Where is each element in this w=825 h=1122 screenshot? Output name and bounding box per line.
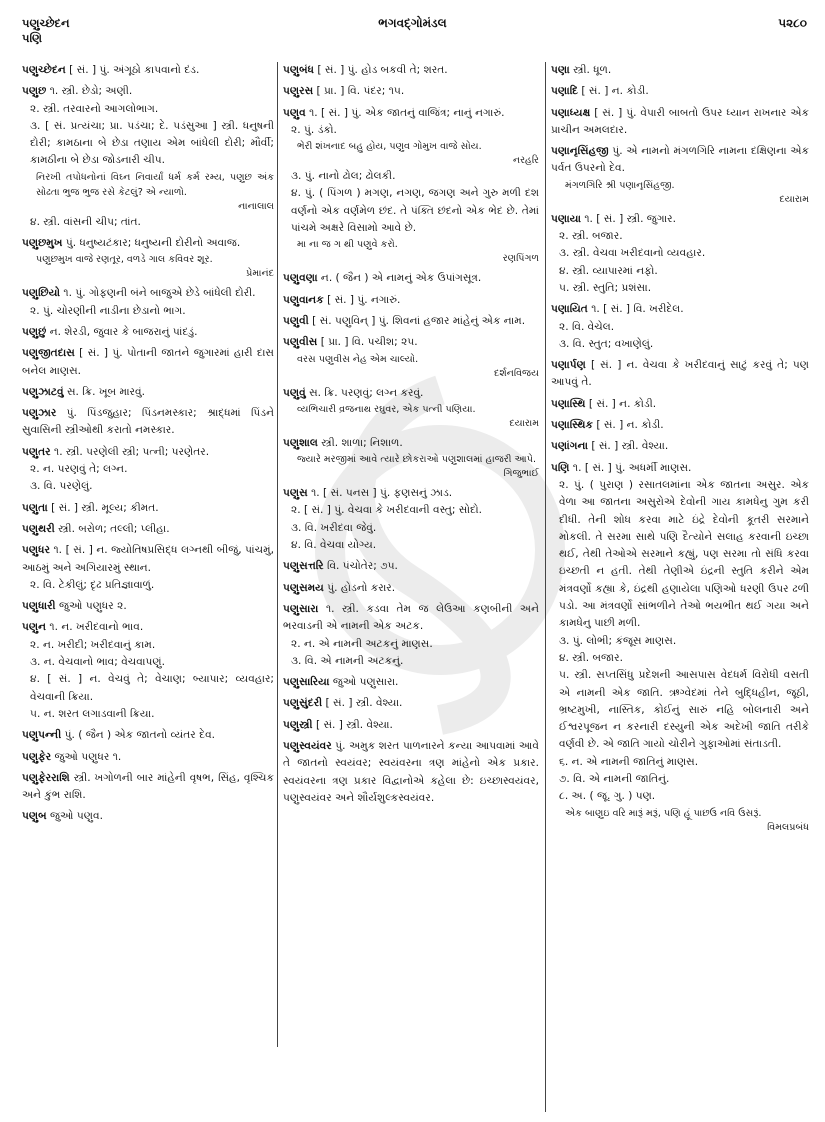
entry-definition	[551, 301, 809, 318]
headword: પણુવીસ	[283, 336, 318, 349]
headword: પણુફેર	[22, 750, 52, 763]
dictionary-entry	[283, 738, 539, 807]
headword: પણુધર	[22, 544, 50, 557]
headword: પણુબ	[22, 810, 47, 823]
headword: પણુછમુખ	[22, 237, 63, 250]
sense: ૪. [ સં. ] ન. વેચવું તે; વેચાણ; બ્યાપાર; વ્યવહાર; વેચવાની ક્રિયા.	[30, 673, 274, 703]
headword: પણુસારા	[283, 602, 319, 615]
definition-text: [ સં. ] પું. વેપારી બાબતો ઉપર ધ્યાન રાખનાર એક પ્રાચીન અમલદાર.	[551, 106, 809, 136]
sense: ૨. સ્ત્રી. તરવારનો આગલોભાગ.	[30, 102, 159, 115]
headword: પણાદિ	[551, 85, 579, 98]
dictionary-entry	[551, 105, 809, 140]
citation-quote: નિરખી તપોધનોનાં વિઘ્ન નિવાર્યાં ધર્મ કર્મ રમ્ય, પણુછ અંક સોઢતા ભુજ ભુજ રસે કેટલું? એ ન્યાળો.	[36, 171, 274, 198]
dictionary-entry	[551, 460, 809, 835]
headword: પણુસ	[283, 487, 308, 500]
entry-definition	[22, 444, 274, 461]
sense: ૨. ન. પરણવું તે; લગ્ન.	[30, 463, 128, 476]
entry-definition	[283, 695, 539, 712]
headword: પણાસ્થિક	[551, 419, 593, 432]
citation-author: રણપિંગળ	[502, 253, 539, 265]
definition-text: [ સં. ] ન. કોડી.	[596, 419, 664, 432]
entry-definition	[283, 270, 539, 287]
entry-definition	[283, 717, 539, 734]
entry-definition	[22, 62, 274, 79]
sense: ૨. ન. એ નામની અટકનું માણસ.	[291, 637, 433, 650]
headword: પણુફેરરાશિ	[22, 771, 70, 784]
headword: પણુજીતદાસ	[22, 347, 75, 360]
entry-definition	[22, 598, 274, 615]
entry-definition	[22, 727, 274, 744]
dictionary-entry	[551, 83, 809, 100]
headword: પણાયિત	[551, 303, 588, 316]
dictionary-entry	[22, 62, 274, 79]
headword: પણુરસ	[283, 85, 314, 98]
definition-text: [ સં. ] પું. નગારું.	[327, 293, 401, 306]
entry-definition	[22, 285, 274, 302]
headword: પણુસ્ત્રી	[283, 718, 313, 731]
headword: પણાસ્થિ	[551, 397, 586, 410]
headword: પણુઝાટવું	[22, 385, 64, 398]
sense: ૨. વિ. ટેકીલું; દૃઢ પ્રતિજ્ઞાવાળું.	[30, 578, 155, 591]
dictionary-entry	[22, 521, 274, 538]
headword: પણુબંધ	[283, 64, 314, 76]
entry-definition	[22, 500, 274, 517]
sense: ૨. વિ. વેચેલ.	[559, 320, 615, 333]
citation-author: નાનાલાલ	[238, 200, 274, 212]
citation-quote: જ્યારે મરજીમાં આવે ત્યારે છોકરાઓ પણુશાલમાં હાજરી આપે.	[297, 454, 537, 466]
dictionary-entry	[283, 385, 539, 431]
headword: પણુસ્વયંવર	[283, 740, 332, 753]
entry-definition	[22, 770, 274, 805]
entry-definition	[22, 405, 274, 440]
entry-definition	[551, 396, 809, 413]
definition-text: ૧. પું. ગોફણની બંને બાજુએ છેડે બાંધેલી દોરી.	[63, 287, 256, 300]
dictionary-entry	[22, 619, 274, 723]
headword: પણિ	[551, 461, 570, 474]
dictionary-entry	[22, 285, 274, 320]
citation-quote: પણુછમુખ વાજે રણતૂર, વળડે ગાલ કવિવર શૂર.	[36, 254, 213, 266]
entry-definition	[283, 334, 539, 351]
sense: ૬. ન. એ નામની જાતિનું માણસ.	[559, 755, 699, 768]
entry-definition	[551, 62, 809, 79]
entry-definition	[283, 485, 539, 502]
definition-text: [ સં. ] પું. પોતાની જાતને જુગારમાં હારી દાસ બનેલ માણસ.	[22, 347, 274, 377]
headword: પણુથરી	[22, 522, 55, 535]
entry-definition	[283, 105, 539, 122]
entry-definition	[22, 324, 274, 341]
entry-definition	[551, 438, 809, 455]
definition-text: પું. અમુક શરત પાળનારને કન્યા આપવામાં આવે તે જાતનો સ્વયંવર; સ્વયંવરના ત્રણ માંહેનો એક પ્રકાર. સ્વયંવરના ત્રણ પ્રકાર વિદ્વાનોએ કહેલા છે: ઇચ્છાસ્વયંવર, પણુસ્વયંવર અને શૌર્યશુલ્કસ્વયંવર.	[283, 740, 539, 804]
dictionary-entry	[283, 270, 539, 287]
entry-definition	[551, 460, 809, 477]
headword: પણુવાનક	[283, 293, 324, 306]
definition-text: ૧. સ્ત્રી. પરણેલી સ્ત્રી; પત્ની; પરણેતર.	[54, 445, 210, 458]
dictionary-entry	[551, 417, 809, 434]
headword: પણાનૃસિંહજી	[551, 145, 609, 158]
dictionary-entry	[283, 558, 539, 575]
sense: ૮. અ. ( જૂ. ગુ. ) પણ.	[559, 790, 656, 803]
dictionary-entry	[283, 674, 539, 691]
column-2	[283, 62, 539, 811]
dictionary-entry	[551, 211, 809, 297]
sense: ૨. [ સં. ] પું. વેચવા કે ખરીદવાની વસ્તુ; સોદો.	[291, 504, 482, 517]
sense: ૨. પું. ( પુરાણ ) રસાતલમાંના એક જાતના અસુર. એક વેળા આ જાતના અસુરોએ દેવોની ગાય કામધેનુ ગુમ કરી દીધી. તેની શોધ કરવા માટે ઇંદ્રે દેવોની કૂતરી સરમાને મોકલી. તે સરમા સાથે પણિ દૈત્યોને સલાહ કરવાની ઇચ્છા થઈ, તેથી તેઓએ સરમાને કહ્યું, પણ સરમા તો સંધિ કરવા ઇચ્છતી ન હતી. તેથી તેણીએ ઇંદ્રની સ્તુતિ કરીને એમ મંત્રવર્ણો કહ્યા કે, ઇંદ્રથી હણાયેલા પણિઓ ધરણી ઉપર ઢળી પડો. આ મંત્રવર્ણો સાંભળીને તેઓ ભયભીત થઈ ગયા અને કામધેનુ પાછી મળી.	[559, 478, 809, 630]
definition-text: ૧. [ સં. ] પું. એક જાતનું વાજિંત્ર; નાનું નગારું.	[309, 106, 505, 119]
definition-text: વિ. પંચોતેર; ૭૫.	[327, 560, 398, 573]
citation-author: નરહરિ	[512, 155, 539, 167]
headword: પણુવ	[283, 106, 306, 119]
sense: ૫. સ્ત્રી. સપ્તસિંધુ પ્રદેશની આસપાસ વેદધર્મ વિરોધી વસતી એ નામની એક જાતિ. ઋગ્વેદમાં તેને બુદ્ધિહીન, જૂઠી, ભ્રષ્ટમુખી, નાસ્તિક, કોઈનું સારું નહિ બોલનારી અને ઈશ્વરપૂજન ન કરનારી દસ્યુની એક અદેખી જાતિ તરીકે વર્ણવી છે. એ જાતિ ગાયો ચોરીને ગુફાઓમાં સંતાડતી.	[559, 669, 809, 751]
definition-text: સ્ત્રી. શાળા; નિશાળ.	[321, 436, 403, 449]
sense: ૩. વિ. સ્તુત; વખાણેલું.	[559, 337, 654, 350]
entry-definition	[22, 521, 274, 538]
entry-definition	[22, 542, 274, 577]
sense: ૪. વિ. વેચવા યોગ્ય.	[291, 539, 377, 552]
definition-text: પું. એ નામનો મંગળગિરિ નામના દક્ષિણના એક પર્વત ઉપરનો દેવ.	[551, 145, 809, 175]
dictionary-entry	[283, 105, 539, 267]
definition-text: ૧. ન. ખરીદવાનો ભાવ.	[49, 621, 144, 634]
citation-quote: મંગળગિરિ શ્રી પણાનૃસિંહજી.	[565, 179, 675, 191]
dictionary-entry	[22, 345, 274, 380]
headword: પણાર્પણ	[551, 359, 586, 372]
headword: પણુસુંદરી	[283, 697, 323, 710]
dictionary-entry	[22, 444, 274, 496]
definition-text: [ પ્રા. ] વિ. પંદર; ૧૫.	[316, 85, 405, 98]
definition-text: [ સં. ] ન. કોડી.	[588, 397, 657, 410]
definition-text: પું. હોડનો કરાર.	[327, 581, 396, 594]
sense: ૪. સ્ત્રી. વાંસની ચીપ; તાંત.	[30, 215, 141, 228]
entry-definition	[551, 357, 809, 392]
definition-text: [ સં. ] પું. હોડ બકવી તે; શરત.	[317, 64, 448, 76]
definition-text: જુઓ પણુવ.	[50, 810, 103, 823]
dictionary-entry	[22, 235, 274, 281]
headword: પણુસત્તરિ	[283, 560, 324, 573]
dictionary-entry	[22, 598, 274, 615]
entry-definition	[283, 62, 539, 79]
citation-quote: વ્યભિચારી વ્રજનાથ રઘુવર, એક પત્ની પણિયા.	[297, 403, 476, 415]
entry-definition	[22, 384, 274, 401]
dictionary-entry	[283, 485, 539, 554]
citation-quote: એક બાણુઇ વરિ મારૂં મરૂં, પણિ હૂં પાછઉ નવિ ઉસરૂં.	[565, 807, 762, 819]
headword: પણુચ્છેદન	[22, 64, 66, 76]
definition-text: [ સં. ] સ્ત્રી. મૂલ્ય; કીમત.	[51, 501, 159, 514]
headword: પણુશાલ	[283, 436, 318, 449]
dictionary-entry	[283, 435, 539, 481]
sense: ૪. પું. ( પિંગળ ) મગણ, નગણ, જગણ અને ગુરુ મળી દશ વર્ણનો એક વર્ણમેળ છંદ. તે પંક્તિ છંદનો એક ભેદ છે. તેમાં પાંચમે અક્ષરે વિસામો આવે છે.	[291, 187, 539, 235]
definition-text: [ સં. ] ન. કોડી.	[581, 85, 649, 98]
citation-author: પ્રેમાનંદ	[246, 268, 274, 280]
definition-text: પું. ( જૈન ) એક જાતનો વ્યંતર દેવ.	[64, 729, 216, 742]
dictionary-entry	[22, 542, 274, 594]
definition-text: [ સં. ] ન. વેચવા કે ખરીદવાનું સાટું કરવું તે; પણ આપવું તે.	[551, 359, 809, 389]
dictionary-entry	[283, 601, 539, 670]
headword: પણુતર	[22, 445, 51, 458]
column-3	[551, 62, 809, 839]
citation-quote: ભેરી શંખનાદ બહુ હોય, પણુવ ગોમુખ વાજે સોય.	[297, 141, 482, 153]
sense: ૨. પું. ડંકો.	[291, 123, 337, 136]
headword: પણુન	[22, 621, 47, 634]
sense: ૩. ન. વેચવાનો ભાવ; વેચવાપણું.	[30, 656, 165, 669]
entry-definition	[551, 143, 809, 178]
definition-text: પું. ધનુષ્યટંકાર; ધનુષ્યની દોરીનો અવાજ.	[65, 237, 241, 250]
headword: પણુછું	[22, 325, 47, 338]
dictionary-entry	[551, 301, 809, 353]
dictionary-entry	[283, 292, 539, 309]
definition-text: ૧. [ સં. પનસ ] પું. ફણસનું ઝાડ.	[311, 487, 453, 500]
dictionary-entry	[22, 324, 274, 341]
entry-definition	[551, 211, 809, 228]
sense: ૫. સ્ત્રી. સ્તુતિ; પ્રશંસા.	[559, 281, 652, 294]
dictionary-entry	[283, 580, 539, 597]
headword: પણુસમય	[283, 581, 324, 594]
sense: ૨. ન. ખરીદી; ખરીદવાનું કામ.	[30, 638, 156, 651]
entry-definition	[283, 83, 539, 100]
entry-definition	[22, 345, 274, 380]
entry-definition	[283, 313, 539, 330]
guide-last-word: પણિ	[22, 31, 43, 45]
page-number: ૫૨૮૦	[778, 16, 807, 30]
headword: પણાધ્યક્ષ	[551, 106, 591, 119]
citation-author: દયારામ	[509, 417, 539, 429]
definition-text: [ પ્રા. ] વિ. પચીશ; ૨૫.	[320, 336, 418, 349]
citation-author: ગિજુભાઈ	[503, 468, 539, 480]
headword: પણુવી	[283, 314, 309, 327]
entry-definition	[283, 558, 539, 575]
sense: ૫. ન. શરત લગાડવાની ક્રિયા.	[30, 707, 155, 720]
dictionary-entry	[283, 717, 539, 734]
headword: પણાંગના	[551, 440, 588, 453]
dictionary-entry	[22, 808, 274, 825]
definition-text: [ સં. ] પું. અંગૂઠો કાપવાનો દંડ.	[69, 64, 200, 76]
sense: ૪. સ્ત્રી. બજાર.	[559, 651, 623, 664]
definition-text: સ્ત્રી. બરોળ; તલ્લી; પ્લીહા.	[58, 522, 170, 535]
sense: ૭. વિ. એ નામની જાતિનું.	[559, 772, 670, 785]
definition-text: જુઓ પણુધર ૨.	[58, 600, 127, 613]
dictionary-entry	[22, 405, 274, 440]
definition-text: [ સં. ] સ્ત્રી. વેશ્યા.	[325, 697, 403, 710]
headword: પણુછ	[22, 85, 47, 98]
entry-definition	[283, 292, 539, 309]
definition-text: ૧. સ્ત્રી. કડવા તેમ જ લેઉઆ કણબીની અને ભરવાડની એ નામની એક અટક.	[283, 602, 539, 633]
definition-text: ન. શેરડી, જુવાર કે બાજરાનું પાંદડું.	[49, 325, 198, 338]
definition-text: ૧. [ સં. ] સ્ત્રી. જુગાર.	[584, 212, 676, 225]
sense: ૨. પું. ચોરણીની નાડીના છેડાનો ભાગ.	[30, 304, 186, 317]
headword: પણા	[551, 64, 570, 76]
definition-text: જુઓ પણુસારા.	[332, 676, 399, 689]
definition-text: જુઓ પણુધર ૧.	[54, 750, 122, 763]
dictionary-entry	[283, 62, 539, 79]
dictionary-entry	[22, 727, 274, 744]
column-divider-2	[545, 62, 546, 1112]
dictionary-entry	[22, 770, 274, 805]
entry-definition	[551, 83, 809, 100]
headword: પણુવું	[283, 386, 306, 399]
citation-author: દયારામ	[779, 193, 809, 205]
dictionary-entry	[283, 83, 539, 100]
entry-definition	[22, 808, 274, 825]
dictionary-entry	[551, 396, 809, 413]
entry-definition	[22, 749, 274, 766]
dictionary-entry	[283, 334, 539, 380]
entry-definition	[22, 235, 274, 252]
definition-text: [ સં. ] સ્ત્રી. વેશ્યા.	[315, 718, 393, 731]
headword: પણુધારી	[22, 600, 56, 613]
sense: ૩. સ્ત્રી. વેચવા ખરીદવાનો વ્યવહાર.	[559, 247, 706, 260]
headword: પણુસારિયા	[283, 676, 330, 689]
sense: ૩. [ સં. પ્રત્યંચા; પ્રા. પડંચા; દે. પડંસુઆ ] સ્ત્રી. ધનુષની દોરી; કામઠાના બે છેડા તણાય એમ બાંધેલી દોરી; મૌર્વી; કામઠીના બે છેડા જોડનારી ચીપ.	[30, 119, 274, 167]
sense: ૩. વિ. ખરીદવા જેવું.	[291, 521, 377, 534]
headword: પણુવણા	[283, 272, 318, 285]
column-1	[22, 62, 274, 830]
sense: ૩. વિ. એ નામની અટકનું.	[291, 654, 404, 667]
definition-text: સ. ક્રિ. પરણવું; લગ્ન કરવું.	[309, 386, 424, 399]
citation-quote: મા ના જ ગ થી પણુવે કરો.	[297, 239, 398, 251]
column-divider-1	[277, 62, 278, 1047]
entry-definition	[551, 417, 809, 434]
sense: ૪. સ્ત્રી. વ્યાપારમાં નફો.	[559, 264, 658, 277]
page-header	[0, 10, 825, 60]
dictionary-entry	[22, 83, 274, 231]
definition-text: ૧. [ સં. ] પું. અધર્મી માણસ.	[572, 461, 692, 474]
headword: પણુછિયો	[22, 287, 61, 300]
definition-text: સ્ત્રી. ખગોળની બાર માંહેની વૃષભ, સિંહ, વૃશ્ચિક અને કુંભ રાશિ.	[22, 771, 274, 802]
entry-definition	[283, 580, 539, 597]
entry-definition	[283, 674, 539, 691]
dictionary-entry	[551, 143, 809, 207]
definition-text: ૧. [ સં. ] વિ. ખરીદેલ.	[591, 303, 684, 316]
headword: પણુઝાર	[22, 407, 57, 420]
definition-text: [ સં. ] સ્ત્રી. વેશ્યા.	[591, 440, 669, 453]
definition-text: સ્ત્રી. ધૂળ.	[573, 64, 612, 76]
definition-text: સ. ક્રિ. ખૂબ મારવું.	[66, 385, 145, 398]
entry-definition	[551, 105, 809, 140]
sense: ૩. પું. નાનો ઢોલ; ઢોલકી.	[291, 170, 396, 183]
dictionary-entry	[551, 357, 809, 392]
definition-text: પું. પિંડજુહાર; પિંડનમસ્કાર; શ્રાદ્ધમાં પિંડને સુવાસિની સ્ત્રીઓથી કરાતો નમસ્કાર.	[22, 407, 274, 437]
headword: પણુતા	[22, 501, 48, 514]
dictionary-entry	[283, 695, 539, 712]
sense: ૩. પું. લોભી; કંજૂસ માણસ.	[559, 634, 677, 647]
entry-definition	[283, 435, 539, 452]
dictionary-entry	[22, 500, 274, 517]
headword: પણાયા	[551, 212, 581, 225]
guide-first-word: પણુચ્છેદન	[22, 16, 70, 30]
definition-text: ન. ( જૈન ) એ નામનું એક ઉપાંગસૂત્ર.	[320, 272, 482, 285]
entry-definition	[283, 738, 539, 807]
dictionary-entry	[22, 749, 274, 766]
entry-definition	[283, 601, 539, 636]
entry-definition	[22, 619, 274, 636]
dictionary-entry	[283, 313, 539, 330]
entry-definition	[283, 385, 539, 402]
citation-author: વિમલપ્રબંધ	[767, 821, 809, 833]
citation-quote: વરસ પણુવીસ નેહ એમ ચાલ્યો.	[297, 353, 419, 365]
sense: ૨. સ્ત્રી. બજાર.	[559, 230, 623, 243]
page-title: ભગવદ્ગોમંડલ	[378, 16, 447, 30]
headword: પણુપન્ની	[22, 729, 62, 742]
entry-definition	[22, 83, 274, 100]
dictionary-entry	[551, 62, 809, 79]
citation-author: દર્શનવિજય	[494, 367, 539, 379]
definition-text: ૧. [ સં. ] ન. જ્યોતિષપ્રસિદ્ધ લગ્નથી બીજું, પાંચમું, આઠમું અને અગિયારમું સ્થાન.	[22, 544, 274, 574]
dictionary-entry	[551, 438, 809, 455]
dictionary-entry	[22, 384, 274, 401]
definition-text: ૧. સ્ત્રી. છેડો; અણી.	[49, 85, 133, 98]
sense: ૩. વિ. પરણેલું.	[30, 480, 93, 493]
definition-text: [ સં. પણુવિન્ ] પું. શિવનાં હજાર માંહેનું એક નામ.	[312, 314, 526, 327]
